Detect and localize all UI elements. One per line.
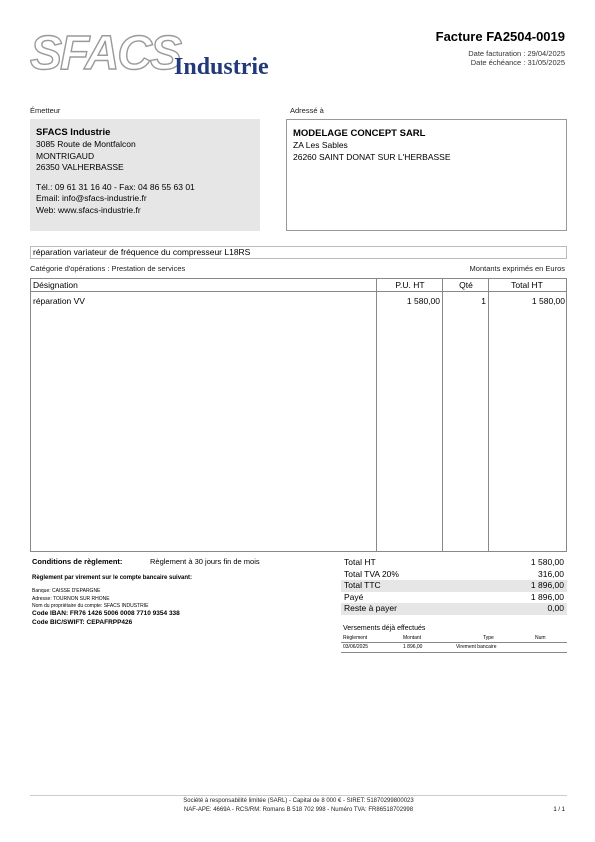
total-ht-row: Total HT 1 580,00	[344, 557, 564, 567]
invoice-date: Date facturation : 29/04/2025	[468, 49, 565, 58]
emitter-box	[30, 119, 260, 231]
footer-legal-line: NAF-APE: 4669A - RCS/RM: Romans B 518 702 998 - Numéro TVA: FR86518702998	[183, 807, 414, 813]
payments-header: Règlement Montant Type Num	[341, 634, 567, 643]
emitter-name: SFACS Industrie	[36, 127, 111, 138]
total-ttc-row: Total TTC 1 896,00	[341, 580, 567, 592]
emitter-label: Émetteur	[30, 106, 61, 115]
bank-codes	[32, 610, 180, 627]
bank-address: Adresse: TOURNON SUR RHONE	[32, 595, 110, 602]
header-unit-price: P.U. HT	[395, 280, 425, 290]
page-number: 1 / 1	[553, 807, 565, 813]
remaining-row: Reste à payer 0,00	[341, 603, 567, 615]
recipient-address-line: ZA Les Sables	[293, 140, 348, 150]
invoice-lines-table	[30, 278, 567, 552]
table-header	[31, 279, 566, 292]
row-quantity: 1	[481, 296, 486, 306]
payment-conditions	[32, 557, 260, 566]
bic: Code BIC/SWIFT: CEPAFRPP426	[32, 618, 133, 626]
emitter-address-line: 26350 VALHERBASSE	[36, 162, 124, 172]
header-quantity: Qté	[459, 280, 473, 290]
currency-note: Montants exprimés en Euros	[469, 264, 565, 273]
invoice-due-date: Date échéance : 31/05/2025	[470, 58, 565, 67]
footer-divider	[30, 795, 567, 796]
footer-legal-line: Société à responsabilité limitée (SARL) - Capital de 8 000 € - SIRET: 51870299800023	[183, 798, 414, 804]
paid-row: Payé 1 896,00	[344, 591, 564, 602]
bank-name: Banque: CAISSE D'EPARGNE	[32, 588, 101, 594]
emitter-address-line: 3085 Route de Montfalcon	[36, 139, 136, 149]
emitter-web: Web: www.sfacs-industrie.fr	[36, 204, 141, 215]
company-logo-suffix: Industrie	[174, 54, 269, 80]
recipient-address-line: 26260 SAINT DONAT SUR L'HERBASSE	[293, 151, 451, 162]
recipient-name: MODELAGE CONCEPT SARL	[293, 128, 426, 139]
conditions-value: Règlement à 30 jours fin de mois	[150, 557, 260, 566]
emitter-phone: Tél.: 09 61 31 16 40 - Fax: 04 86 55 63 01	[36, 181, 195, 192]
row-total: 1 580,00	[531, 296, 565, 306]
emitter-email: Email: info@sfacs-industrie.fr	[36, 193, 147, 203]
recipient-label: Adressé à	[290, 106, 324, 115]
header-designation: Désignation	[33, 280, 78, 290]
total-tva-row: Total TVA 20% 316,00	[344, 568, 564, 579]
recipient-box	[286, 119, 567, 231]
company-logo: SFACS	[30, 27, 181, 80]
payments-table	[341, 634, 567, 653]
iban: Code IBAN: FR76 1426 5006 0008 7710 9354 338	[32, 610, 180, 617]
emitter-address-line: MONTRIGAUD	[36, 150, 95, 161]
conditions-label: Conditions de règlement:	[32, 557, 123, 566]
invoice-title: Facture FA2504-0019	[435, 29, 565, 44]
totals-block	[341, 557, 567, 615]
bank-details	[32, 588, 148, 611]
account-owner: Nom du propriétaire du compte: SFACS INDUSTRIE	[32, 603, 149, 609]
row-designation: réparation VV	[33, 296, 85, 306]
payments-title: Versements déjà effectués	[343, 625, 426, 632]
transfer-title: Règlement par virement sur le compte bancaire suivant:	[32, 575, 193, 581]
operation-category: Catégorie d'opérations : Prestation de services	[30, 264, 186, 273]
row-unit-price: 1 580,00	[406, 296, 440, 306]
invoice-description: réparation variateur de fréquence du compresseur L18RS	[30, 246, 567, 259]
header-total: Total HT	[511, 280, 543, 290]
payment-row: 03/06/2025 1 896,00 Virement bancaire	[341, 643, 567, 653]
